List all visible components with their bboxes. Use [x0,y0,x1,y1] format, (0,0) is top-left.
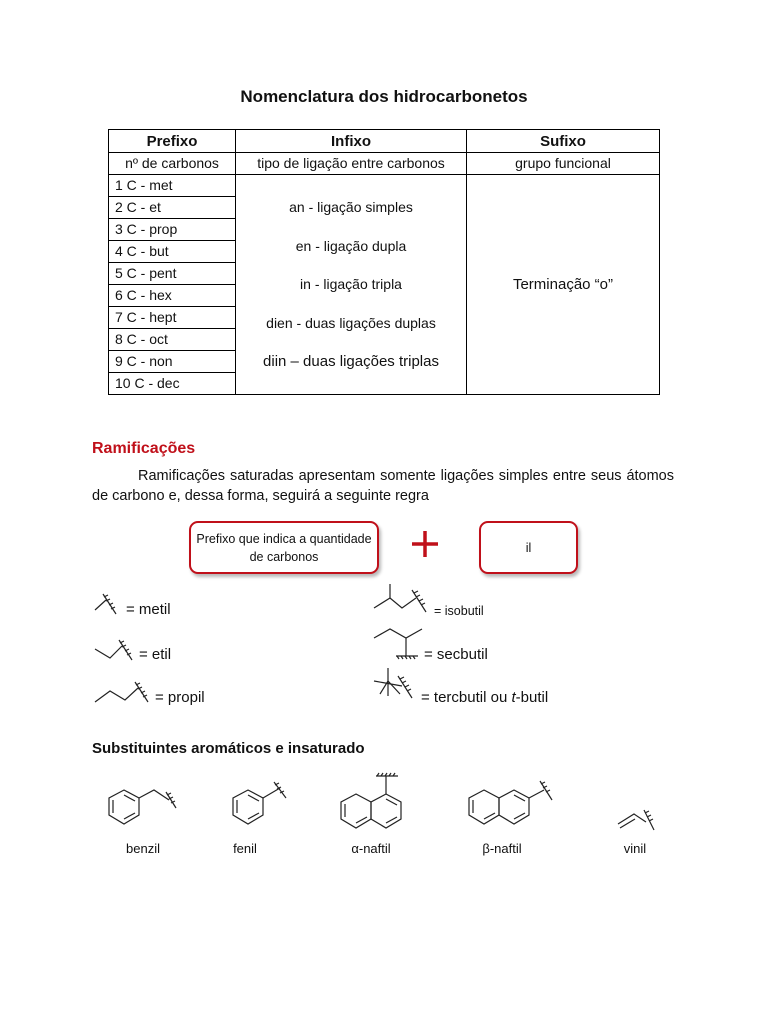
metil-label: = metil [126,601,171,618]
subheader-prefixo: nº de carbonos [109,153,236,175]
etil-structure-icon [92,636,140,666]
plus-icon [411,528,439,560]
fenil-structure-icon [228,782,298,832]
prefix-cell: 2 C - et [109,197,236,219]
section-title-aromaticos: Substituintes aromáticos e insaturado [92,740,365,757]
prefix-cell: 6 C - hex [109,285,236,307]
infix-item: in - ligação tripla [300,276,402,292]
nomenclature-table [108,129,660,395]
prefix-cell: 7 C - hept [109,307,236,329]
subheader-sufixo: grupo funcional [467,153,660,175]
isobutil-structure-icon [372,580,434,620]
prefix-cell: 8 C - oct [109,329,236,351]
alpha-naftil-label: α-naftil [351,841,391,856]
benzil-structure-icon [104,784,186,834]
tercbutil-label-a: = tercbutil ou [421,689,512,706]
alpha-naftil-structure-icon [336,772,416,834]
fenil-label: fenil [233,841,257,856]
prefix-cell: 3 C - prop [109,219,236,241]
vinil-label: vinil [623,841,647,856]
header-sufixo: Sufixo [467,130,660,153]
prefix-cell: 9 C - non [109,351,236,373]
tercbutil-label-b: -butil [515,689,549,706]
prefix-cell: 4 C - but [109,241,236,263]
prefix-cell: 10 C - dec [109,373,236,395]
etil-label: = etil [139,646,172,663]
beta-naftil-label: β-naftil [482,841,522,856]
tercbutil-structure-icon [372,664,422,704]
page-title: Nomenclatura dos hidrocarbonetos [240,87,528,106]
isobutil-label: = isobutil [434,604,484,618]
header-prefixo: Prefixo [109,130,236,153]
ramificacoes-paragraph: Ramificações saturadas apresentam somente ligações simples entre seus átomos de carbono e, dessa forma, seguirá a seguinte regra [92,468,674,504]
tercbutil-label [421,689,548,706]
propil-structure-icon [92,678,156,708]
suffix-rule-box: il [479,521,578,574]
prefix-cell: 5 C - pent [109,263,236,285]
subheader-infixo: tipo de ligação entre carbonos [236,153,467,175]
secbutil-label: = secbutil [424,646,488,663]
benzil-label: benzil [126,841,160,856]
infix-item: diin – duas ligações triplas [263,353,439,370]
metil-structure-icon [92,590,126,620]
infix-item: dien - duas ligações duplas [266,314,436,331]
header-infixo: Infixo [236,130,467,153]
infix-item: en - ligação dupla [295,237,407,254]
suffix-cell: Terminação “o” [467,175,660,395]
prefix-cell: 1 C - met [109,175,236,197]
infix-item: an - ligação simples [289,199,413,215]
section-title-ramificacoes: Ramificações [92,440,196,457]
secbutil-structure-icon [372,625,424,665]
propil-label: = propil [155,689,205,706]
vinil-structure-icon [616,800,660,832]
infix-cell [236,175,467,395]
tercbutil-label-t: t [511,689,516,706]
beta-naftil-structure-icon [464,778,560,834]
prefix-rule-box: Prefixo que indica a quantidade de carbonos [189,521,379,574]
